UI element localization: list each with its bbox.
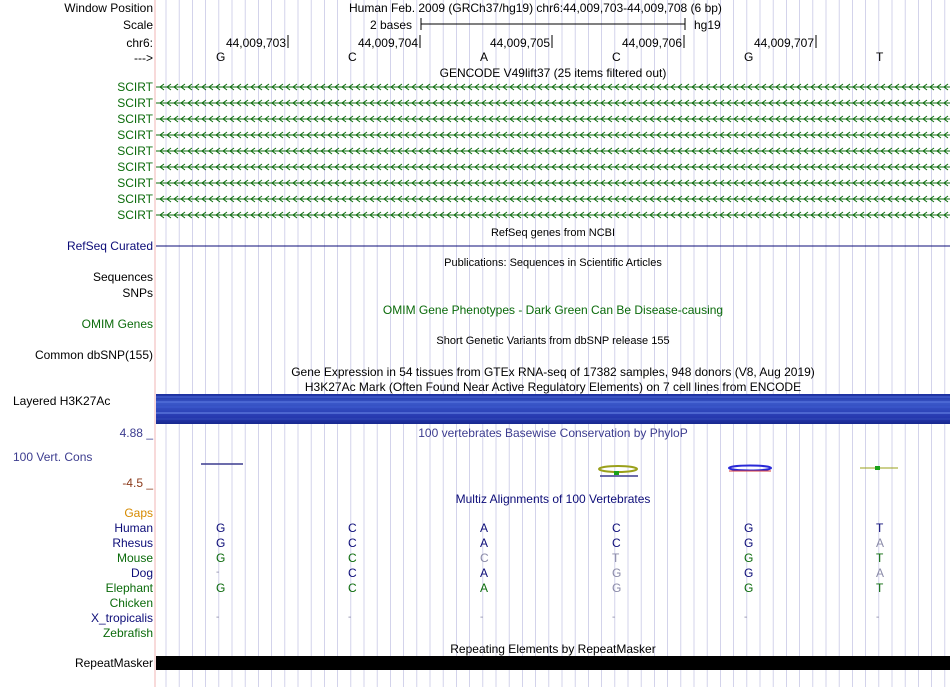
alignment-base: A xyxy=(480,521,489,535)
alignment-base: G xyxy=(216,581,226,595)
omim-track-title[interactable]: OMIM Gene Phenotypes - Dark Green Can Be Disease-causing xyxy=(382,303,724,317)
alignment-base: - xyxy=(216,567,220,578)
phylop-signal[interactable] xyxy=(201,464,898,476)
gencode-transcript[interactable] xyxy=(156,84,950,90)
alignment-base: - xyxy=(612,612,616,623)
alignment-base: C xyxy=(348,521,357,535)
alignment-base: G xyxy=(216,536,226,550)
refseq-track-title[interactable]: RefSeq genes from NCBI xyxy=(490,227,616,239)
alignment-base: G xyxy=(744,566,754,580)
ruler-tick-label: 44,009,703 xyxy=(225,36,286,50)
ruler-tick-label: 44,009,705 xyxy=(489,36,550,50)
alignment-base: G xyxy=(744,536,754,550)
alignment-base: G xyxy=(612,566,622,580)
phylop-track-title[interactable]: 100 vertebrates Basewise Conservation by PhyloP xyxy=(418,426,688,440)
gencode-item-label[interactable]: SCIRT xyxy=(117,192,153,206)
window-position-text: Human Feb. 2009 (GRCh37/hg19) chr6:44,009,703-44,009,708 (6 bp) xyxy=(349,1,722,15)
gencode-item-label[interactable]: SCIRT xyxy=(117,112,153,126)
alignment-base: T xyxy=(876,521,884,535)
gencode-transcript[interactable] xyxy=(156,132,950,138)
repeatmasker-element[interactable] xyxy=(156,656,950,670)
gencode-item-label[interactable]: SCIRT xyxy=(117,144,153,158)
alignment-base: A xyxy=(480,581,489,595)
alignment-base: C xyxy=(348,581,357,595)
gencode-item-label[interactable]: SCIRT xyxy=(117,96,153,110)
species-label[interactable]: Human xyxy=(114,521,153,535)
species-label[interactable]: X_tropicalis xyxy=(90,611,153,625)
strand-arrow-label[interactable]: ---> xyxy=(134,51,153,65)
reference-base: G xyxy=(216,50,226,64)
repeatmasker-track-title[interactable]: Repeating Elements by RepeatMasker xyxy=(450,642,656,656)
alignment-base: G xyxy=(744,521,754,535)
gencode-transcript[interactable] xyxy=(156,212,950,218)
refseq-curated-label[interactable]: RefSeq Curated xyxy=(66,239,153,253)
common-dbsnp-label[interactable]: Common dbSNP(155) xyxy=(34,348,153,362)
reference-base: C xyxy=(612,50,621,64)
reference-base: T xyxy=(876,50,884,64)
scale-label: Scale xyxy=(122,18,153,32)
h3k27ac-signal[interactable] xyxy=(156,394,950,424)
alignment-base: - xyxy=(348,612,352,623)
ruler-tick-label: 44,009,706 xyxy=(621,36,682,50)
scale-assembly: hg19 xyxy=(694,18,721,32)
h3k27ac-track-title[interactable]: H3K27Ac Mark (Often Found Near Active Regulatory Elements) on 7 cell lines from ENCODE xyxy=(304,380,802,394)
species-label[interactable]: Zebrafish xyxy=(102,626,153,640)
gencode-transcript[interactable] xyxy=(156,148,950,154)
alignment-base: G xyxy=(216,521,226,535)
alignment-base: - xyxy=(216,612,220,623)
reference-base: G xyxy=(744,50,754,64)
gtex-track-title[interactable]: Gene Expression in 54 tissues from GTEx RNA-seq of 17382 samples, 948 donors (V8, Aug 2019) xyxy=(291,365,815,379)
ruler-tick-label: 44,009,707 xyxy=(753,36,814,50)
gencode-track-title[interactable]: GENCODE V49lift37 (25 items filtered out) xyxy=(439,66,667,80)
gencode-transcript[interactable] xyxy=(156,116,950,122)
species-label[interactable]: Elephant xyxy=(105,581,153,595)
alignment-base: C xyxy=(348,551,357,565)
layered-h3k27ac-label[interactable]: Layered H3K27Ac xyxy=(13,394,111,408)
alignment-base: C xyxy=(612,521,621,535)
publications-sequences-label[interactable]: Sequences xyxy=(92,270,153,284)
species-label[interactable]: Chicken xyxy=(109,596,153,610)
phylop-min-value: -4.5 _ xyxy=(122,476,153,490)
alignment-base: A xyxy=(480,566,489,580)
phylop-max-value: 4.88 _ xyxy=(119,426,153,440)
gencode-item-label[interactable]: SCIRT xyxy=(117,160,153,174)
alignment-base: G xyxy=(744,581,754,595)
reference-base: C xyxy=(348,50,357,64)
repeatmasker-label[interactable]: RepeatMasker xyxy=(74,656,153,670)
gencode-transcript[interactable] xyxy=(156,164,950,170)
chromosome-label: chr6: xyxy=(126,36,153,50)
species-label[interactable]: Rhesus xyxy=(112,536,153,550)
species-label[interactable]: Dog xyxy=(130,566,153,580)
alignment-base: T xyxy=(876,551,884,565)
alignment-base: G xyxy=(612,581,622,595)
gencode-transcript[interactable] xyxy=(156,100,950,106)
gencode-transcript[interactable] xyxy=(156,180,950,186)
gencode-transcript[interactable] xyxy=(156,196,950,202)
alignment-base: C xyxy=(348,566,357,580)
alignment-base: A xyxy=(480,536,489,550)
alignment-base: T xyxy=(876,581,884,595)
gencode-item-label[interactable]: SCIRT xyxy=(117,128,153,142)
alignment-base: C xyxy=(612,536,621,550)
window-position-label: Window Position xyxy=(64,1,153,15)
alignment-base: A xyxy=(876,536,885,550)
vert-cons-label[interactable]: 100 Vert. Cons xyxy=(13,450,93,464)
omim-genes-label[interactable]: OMIM Genes xyxy=(81,317,153,331)
species-label[interactable]: Mouse xyxy=(116,551,153,565)
dbsnp-track-title[interactable]: Short Genetic Variants from dbSNP release 155 xyxy=(436,335,670,347)
gaps-label[interactable]: Gaps xyxy=(124,506,153,520)
gencode-item-label[interactable]: SCIRT xyxy=(117,208,153,222)
alignment-base: C xyxy=(480,551,489,565)
alignment-base: G xyxy=(744,551,754,565)
alignment-base: C xyxy=(348,536,357,550)
scale-bases: 2 bases xyxy=(370,18,413,32)
publications-snps-label[interactable]: SNPs xyxy=(122,286,153,300)
gencode-item-label[interactable]: SCIRT xyxy=(117,176,153,190)
alignment-base: A xyxy=(876,566,885,580)
alignment-base: - xyxy=(876,612,880,623)
alignment-base: - xyxy=(480,612,484,623)
alignment-base: - xyxy=(744,612,748,623)
multiz-track-title[interactable]: Multiz Alignments of 100 Vertebrates xyxy=(455,492,651,506)
reference-base: A xyxy=(480,50,489,64)
ruler-tick-label: 44,009,704 xyxy=(357,36,418,50)
alignment-base: T xyxy=(612,551,620,565)
gencode-item-label[interactable]: SCIRT xyxy=(117,80,153,94)
publications-track-title[interactable]: Publications: Sequences in Scientific Articles xyxy=(444,257,662,269)
alignment-base: G xyxy=(216,551,226,565)
